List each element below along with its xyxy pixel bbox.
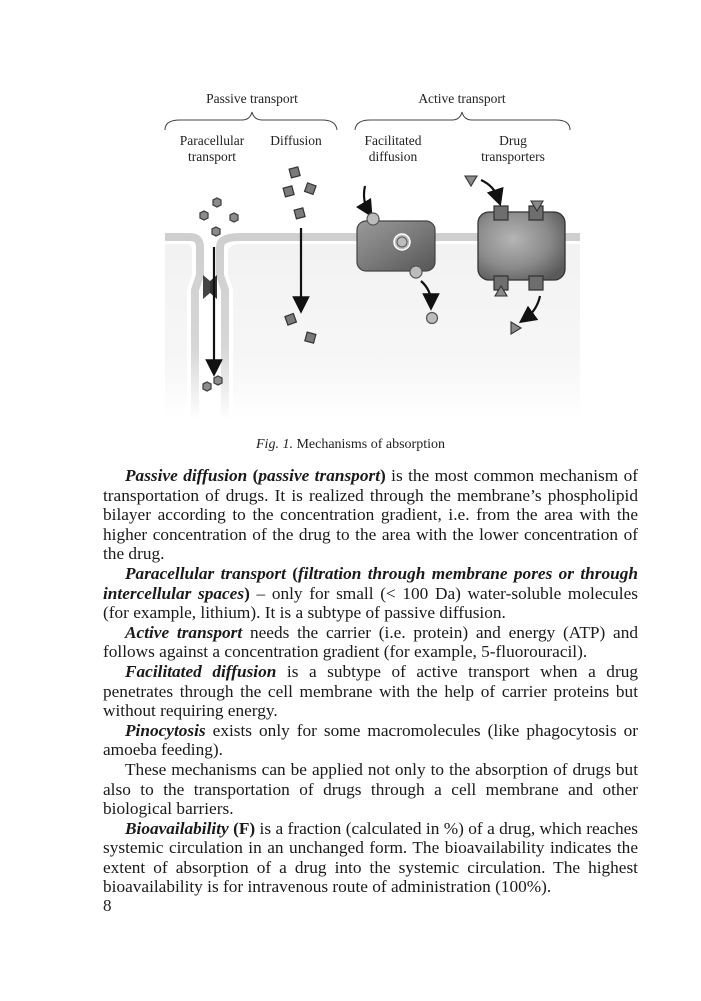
tight-junction-left [203,275,210,299]
body-text [103,466,638,897]
paren-open: ( [247,466,259,485]
paren-close: ) [380,466,386,485]
paragraph-bioavailability [103,819,638,897]
term-bioavailability: Bioavailability [125,818,229,838]
figure-number: Fig. 1. [256,437,293,452]
active-transport-label: Active transport [418,91,506,106]
drug-transporter-protein [478,212,565,280]
facilitated-molecule-exit [410,266,422,278]
paragraph-mechanisms-application [103,760,638,819]
passive-transport-label: Passive transport [206,91,298,106]
paragraph-passive-diffusion [103,466,638,564]
paragraph-text: exists only for some macromolecules (like phagocytosis or amoeba feeding). [103,720,638,760]
passive-brace [165,112,337,130]
paragraph-text: – only for small (< 100 Da) water-soluble molecules (for example, lithium). It is a subtype of passive diffusion. [103,583,638,623]
paragraph-pinocytosis [103,721,638,760]
drug-transporters-label-line1: Drug [499,133,527,148]
page-number: 8 [103,896,112,915]
diffusion-label: Diffusion [270,133,322,148]
figure-caption-text: Mechanisms of absorption [292,437,445,452]
term-passive-transport: passive transport [258,466,380,485]
paracellular-label-line2: transport [188,149,236,164]
paracellular-label-line1: Paracellular [179,133,245,148]
term-paracellular-transport: Paracellular transport [125,563,286,583]
drug-transporters-label-line2: transporters [481,149,545,164]
facilitated-molecule-in [367,213,379,225]
paragraph-text: needs the carrier (i.e. protein) and energy (ATP) and follows against a concentration gradient (for example, 5-fluorouracil). [103,622,638,662]
absorption-mechanisms-figure [150,85,580,425]
transporter-in-arrow [481,180,498,198]
facilitated-label-line2: diffusion [368,149,418,164]
term-pinocytosis: Pinocytosis [125,720,206,740]
paren-open: ( [285,563,299,583]
active-brace [355,112,570,130]
term-active-transport: Active transport [125,622,243,642]
paragraph-paracellular-transport [103,564,638,623]
facilitated-molecule-out [427,313,438,324]
term-facilitated-diffusion: Facilitated diffusion [125,661,277,681]
carrier-bound-molecule [394,234,410,250]
paragraph-text: is a fraction (calculated in %) of a drug, which reaches systemic circulation in an unchanged form. The bioavailability indicates the extent of absorption of a drug into the systemic circulation. The highest bioavailability is for intravenous route of administration (100%). [103,818,638,897]
facilitated-label-line1: Facilitated [364,133,422,148]
term-filtration: filtration through membrane pores or through intercellular spaces [103,563,638,603]
paragraph-facilitated-diffusion [103,662,638,721]
figure-caption [0,437,701,453]
term-bioavailability-symbol: (F) [228,818,256,838]
facilitated-in-arrow [364,186,368,210]
paragraph-text: These mechanisms can be applied not only to the absorption of drugs but also to the transportation of drugs through a cell membrane and other biological barriers. [103,759,638,819]
paragraph-active-transport [103,623,638,662]
paren-close: ) [244,583,250,603]
term-passive-diffusion: Passive diffusion [125,466,248,485]
paragraph-text: is a subtype of active transport when a drug penetrates through the cell membrane with the help of carrier proteins but without requiring energy. [103,661,638,721]
paragraph-text: is the most common mechanism of transportation of drugs. It is realized through the membrane’s phospholipid bilayer according to the concentration gradient, i.e. from the area with the higher concentration of the drug to the area with the lower concentration of the drug. [103,466,639,564]
